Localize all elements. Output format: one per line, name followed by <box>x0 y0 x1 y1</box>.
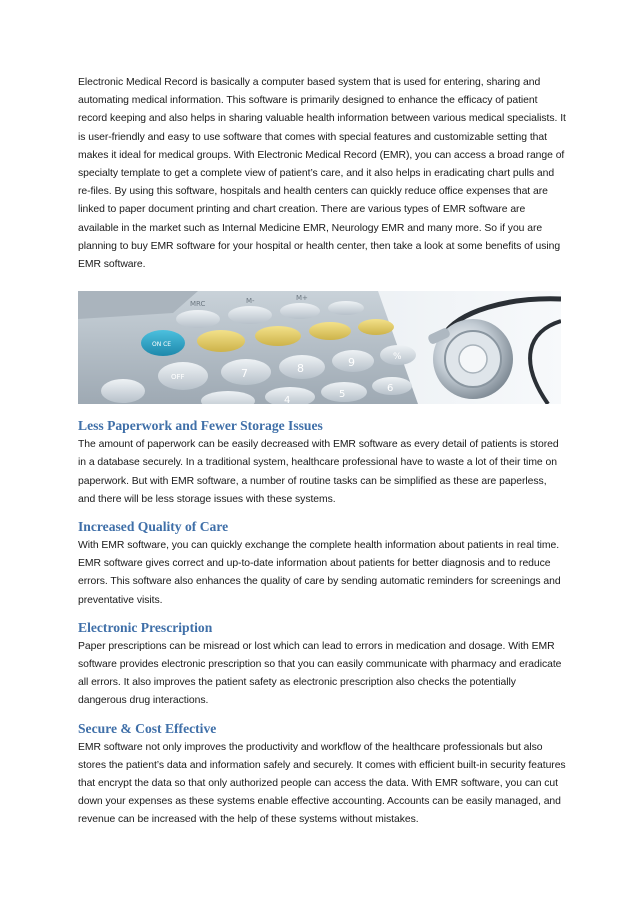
section-heading: Increased Quality of Care <box>78 519 229 535</box>
key-label-5: 5 <box>339 389 346 401</box>
section-secure-cost-effective <box>78 719 566 830</box>
section-body: With EMR software, you can quickly exchange the complete health information about patients in real time. EMR software gives correct and up-to-date information about patients for better diagnosis and to reduce errors. This software also enhances the quality of care by sending automatic reminders for screenings and preventative visits. <box>78 540 561 606</box>
key-label-4: 4 <box>284 395 291 405</box>
section-heading: Secure & Cost Effective <box>78 720 217 736</box>
document-body <box>78 74 566 838</box>
key-label-9: 9 <box>348 356 355 370</box>
key-label-off: OFF <box>171 373 185 382</box>
key-label-8: 8 <box>297 362 304 376</box>
section-body: EMR software not only improves the productivity and workflow of the healthcare professionals but also stores the patient’s data and information safely and securely. It comes with efficient built-in security features that encrypt the data so that only authorized people can access the data. With EMR software, you can cut down your expenses as these systems enable effective accounting. Accounts can be easily managed, and revenue can be increased with the help of these systems without mistakes. <box>78 741 566 826</box>
intro-paragraph: Electronic Medical Record is basically a computer based system that is used for entering, sharing and automating medical information. This software is primarily designed to enhance the efficacy of patient record keeping and also helps in sharing valuable health information between various medical specialists. It is user-friendly and easy to use software that comes with special features and customizable setting that makes it ideal for medical groups. With Electronic Medical Record (EMR), you can access a broad range of specialty template to get a complete view of patient’s care, and it also helps in eradicating chart pulls and re-files. By using this software, hospitals and health centers can quickly reduce office expenses that are linked to paper document printing and chart creation. There are various types of EMR software are available in the market such as Internal Medicine EMR, Neurology EMR and many more. So if you are planning to buy EMR software for your hospital or health center, then take a look at some benefits of using EMR software. <box>78 77 566 271</box>
calculator-stethoscope-image <box>78 291 561 404</box>
key-label-on-ce: ON CE <box>152 341 172 349</box>
key-label-7: 7 <box>241 367 248 381</box>
key-label-6: 6 <box>387 383 394 395</box>
key-label-mrc: MRC <box>190 300 206 309</box>
section-less-paperwork <box>78 416 566 509</box>
key-label-mminus: M- <box>246 297 255 306</box>
section-heading: Electronic Prescription <box>78 619 213 635</box>
section-heading: Less Paperwork and Fewer Storage Issues <box>78 418 323 434</box>
key-label-percent: % <box>393 352 402 363</box>
key-label-mplus: M+ <box>296 294 308 303</box>
section-body: The amount of paperwork can be easily decreased with EMR software as every detail of patients is stored in a database securely. In a traditional system, healthcare professional have to waste a lot of their time on paperwork. But with EMR software, a number of routine tasks can be simplified as these are paperless, and there will be less storage issues with these systems. <box>78 439 559 505</box>
section-electronic-prescription <box>78 618 566 711</box>
section-quality-of-care <box>78 517 566 610</box>
section-body: Paper prescriptions can be misread or lost which can lead to errors in medication and dosage. With EMR software provides electronic prescription so that you can easily communicate with pharmacy and eradicate all errors. It also improves the patient safety as electronic prescription also checks the potentially dangerous drug interactions. <box>78 640 562 707</box>
